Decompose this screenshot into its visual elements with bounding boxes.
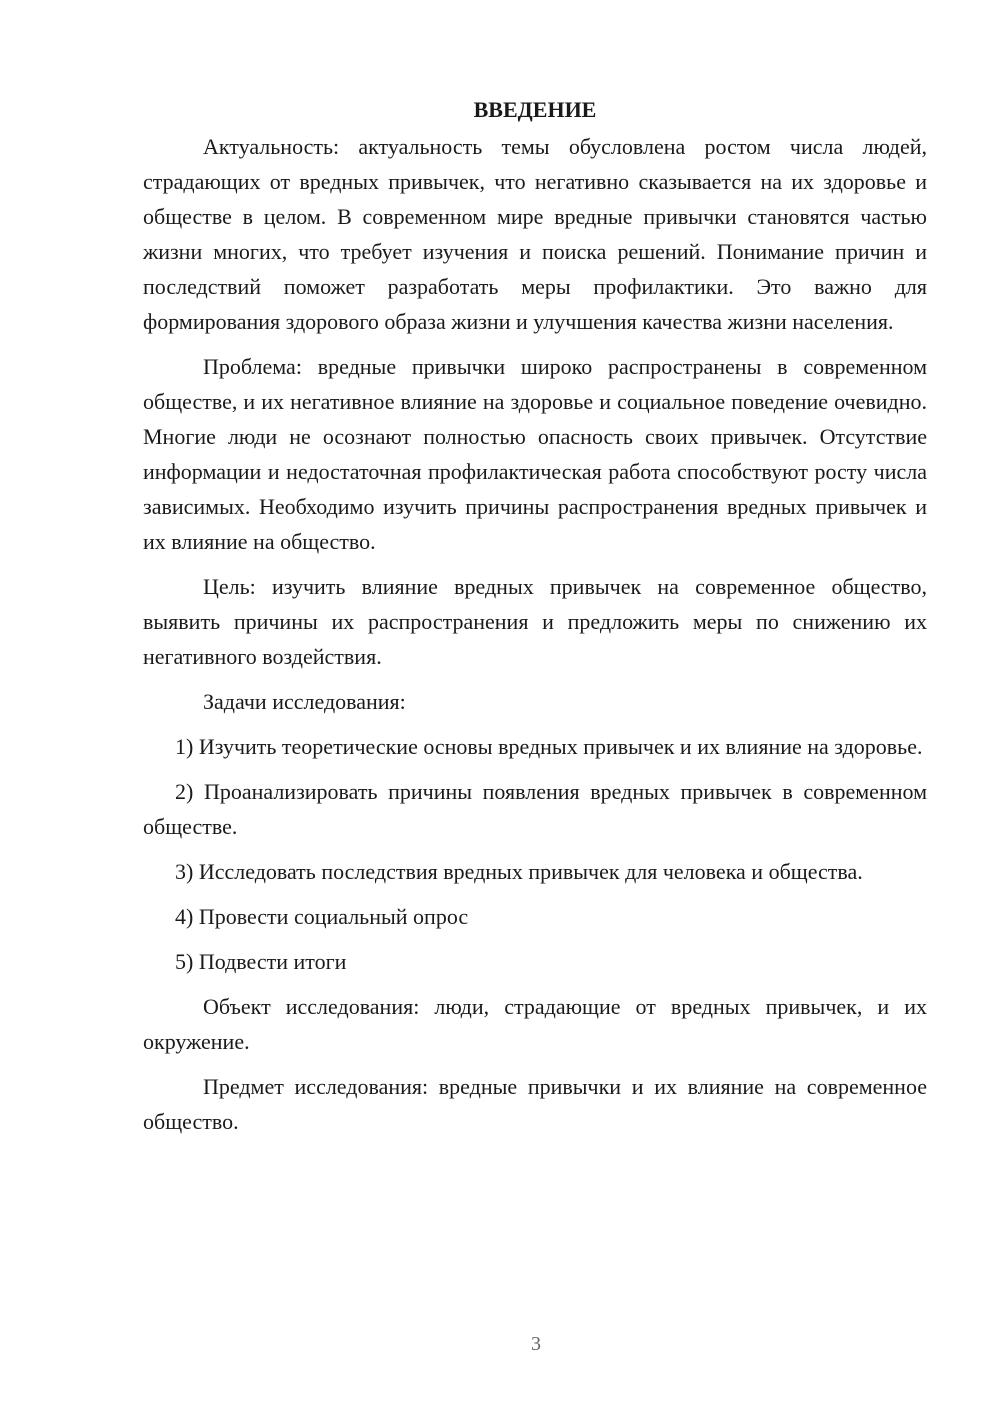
task-item-4: 4) Провести социальный опрос	[175, 904, 469, 929]
tasks-heading: Задачи исследования:	[203, 689, 406, 714]
object-paragraph: Объект исследования: люди, страдающие от вредных привычек, и их окружение.	[143, 994, 927, 1054]
task-item-1: 1) Изучить теоретические основы вредных привычек и их влияние на здоровье.	[175, 734, 923, 759]
task-item-2: 2) Проанализировать причины появления вредных привычек в современном обществе.	[143, 779, 927, 839]
task-item-3: 3) Исследовать последствия вредных привычек для человека и общества.	[175, 859, 863, 884]
goal-paragraph: Цель: изучить влияние вредных привычек на современное общество, выявить причины их распространения и предложить меры по снижению их негативного воздействия.	[143, 574, 927, 669]
task-item-5: 5) Подвести итоги	[175, 949, 347, 974]
relevance-paragraph: Актуальность: актуальность темы обусловлена ростом числа людей, страдающих от вредных привычек, что негативно сказывается на их здоровье и обществе в целом. В современном мире вредные привычки становятся частью жизни многих, что требует изучения и поиска решений. Понимание причин и последствий поможет разработать меры профилактики. Это важно для формирования здорового образа жизни и улучшения качества жизни населения.	[143, 134, 927, 334]
problem-paragraph: Проблема: вредные привычки широко распространены в современном обществе, и их негативное влияние на здоровье и социальное поведение очевидно. Многие люди не осознают полностью опасность своих привычек. Отсутствие информации и недостаточная профилактическая работа способствуют росту числа зависимых. Необходимо изучить причины распространения вредных привычек и их влияние на общество.	[143, 354, 927, 554]
document-title: ВВЕДЕНИЕ	[473, 97, 597, 122]
subject-paragraph: Предмет исследования: вредные привычки и их влияние на современное общество.	[143, 1074, 927, 1134]
document-page	[143, 92, 927, 1149]
page-number: 3	[531, 1333, 541, 1355]
